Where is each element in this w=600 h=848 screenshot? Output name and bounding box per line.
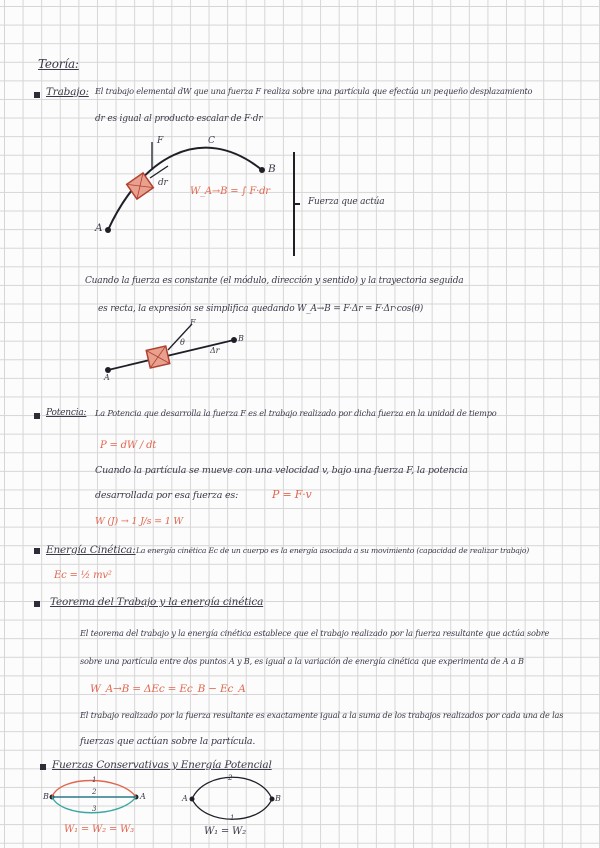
trabajo-line-2: dr es igual al producto escalar de F·dr xyxy=(95,114,263,124)
fig1-curve-label: C xyxy=(208,136,215,146)
work-integral-formula: W_A→B = ∫ F·dr xyxy=(190,186,270,197)
potencia-units: W (J) → 1 J/s = 1 W xyxy=(95,516,183,527)
energia-heading: Energía Cinética: xyxy=(46,544,136,556)
fig2-force-label: F xyxy=(190,318,196,327)
cons-fig-c2: 2 xyxy=(92,788,97,796)
potencia-formula-2: P = F·v xyxy=(272,488,312,501)
potencia-line-1: La Potencia que desarrolla la fuerza F es el trabajo realizado por dicha fuerza en la unidad de tiempo xyxy=(95,408,497,418)
fig1-point-a: A xyxy=(95,222,103,234)
trabajo-heading: Trabajo: xyxy=(46,86,89,98)
energia-formula: Ec = ½ mv² xyxy=(54,570,112,581)
fig1-vel-label: dr xyxy=(158,178,168,188)
teorema-line-3: El trabajo realizado por la fuerza resultante es exactamente igual a la suma de los trabajos realizados por cada una de las xyxy=(80,710,564,720)
potencia-formula-1: P = dW / dt xyxy=(100,440,157,451)
trabajo-note-2: es recta, la expresión se simplifica quedando W_A→B = F·Δr = F·Δr·cos(θ) xyxy=(98,304,424,314)
brace-note: Fuerza que actúa xyxy=(308,197,385,207)
teorema-line-4: fuerzas que actúan sobre la partícula. xyxy=(80,736,256,747)
potencia-line-3: desarrollada por esa fuerza es: xyxy=(95,490,239,501)
fig2-angle-label: θ xyxy=(180,338,185,347)
cons-fig-c1: 1 xyxy=(92,776,97,784)
page-title: Teoría: xyxy=(38,57,79,71)
cons-fig2-d2: 2 xyxy=(228,774,233,782)
fig2-disp-label: Δr xyxy=(210,346,220,355)
cons-fig2-a: A xyxy=(182,794,188,803)
energia-line-1: La energía cinética Ec de un cuerpo es la energía asociada a su movimiento (capacidad de realizar trabajo) xyxy=(136,546,529,555)
cons-fig-c3: 3 xyxy=(92,805,97,813)
fig1-point-b: B xyxy=(268,163,276,175)
cons-formula-2: W₁ = W₂ xyxy=(204,826,246,837)
fig2-point-a: A xyxy=(104,373,110,382)
fig1-force-label: F xyxy=(157,136,164,146)
teorema-heading: Teorema del Trabajo y la energía cinética xyxy=(50,596,264,608)
cons-formula-1: W₁ = W₂ = W₃ xyxy=(64,824,134,835)
teorema-line-1: El teorema del trabajo y la energía cinética establece que el trabajo realizado por la fuerza resultante que actúa sobre xyxy=(80,628,550,638)
conservativas-heading: Fuerzas Conservativas y Energía Potencial xyxy=(52,759,272,771)
trabajo-note-1: Cuando la fuerza es constante (el módulo, dirección y sentido) y la trayectoria seguida xyxy=(85,276,464,286)
teorema-formula: W_A→B = ΔEc = Ec_B − Ec_A xyxy=(90,683,246,695)
cons-fig2-b: B xyxy=(275,794,281,803)
cons-fig-a: A xyxy=(140,792,146,801)
cons-fig-b: B xyxy=(43,792,49,801)
teorema-line-2: sobre una partícula entre dos puntos A y B, es igual a la variación de energía cinética que experimenta de A a B xyxy=(80,656,524,666)
fig2-point-b: B xyxy=(238,334,244,343)
potencia-line-2: Cuando la partícula se mueve con una velocidad v, bajo una fuerza F, la potencia xyxy=(95,465,468,476)
cons-fig2-d1: 1 xyxy=(230,814,235,822)
potencia-heading: Potencia: xyxy=(46,408,87,418)
trabajo-line-1: El trabajo elemental dW que una fuerza F realiza sobre una partícula que efectúa un pequeño desplazamiento xyxy=(95,86,533,96)
